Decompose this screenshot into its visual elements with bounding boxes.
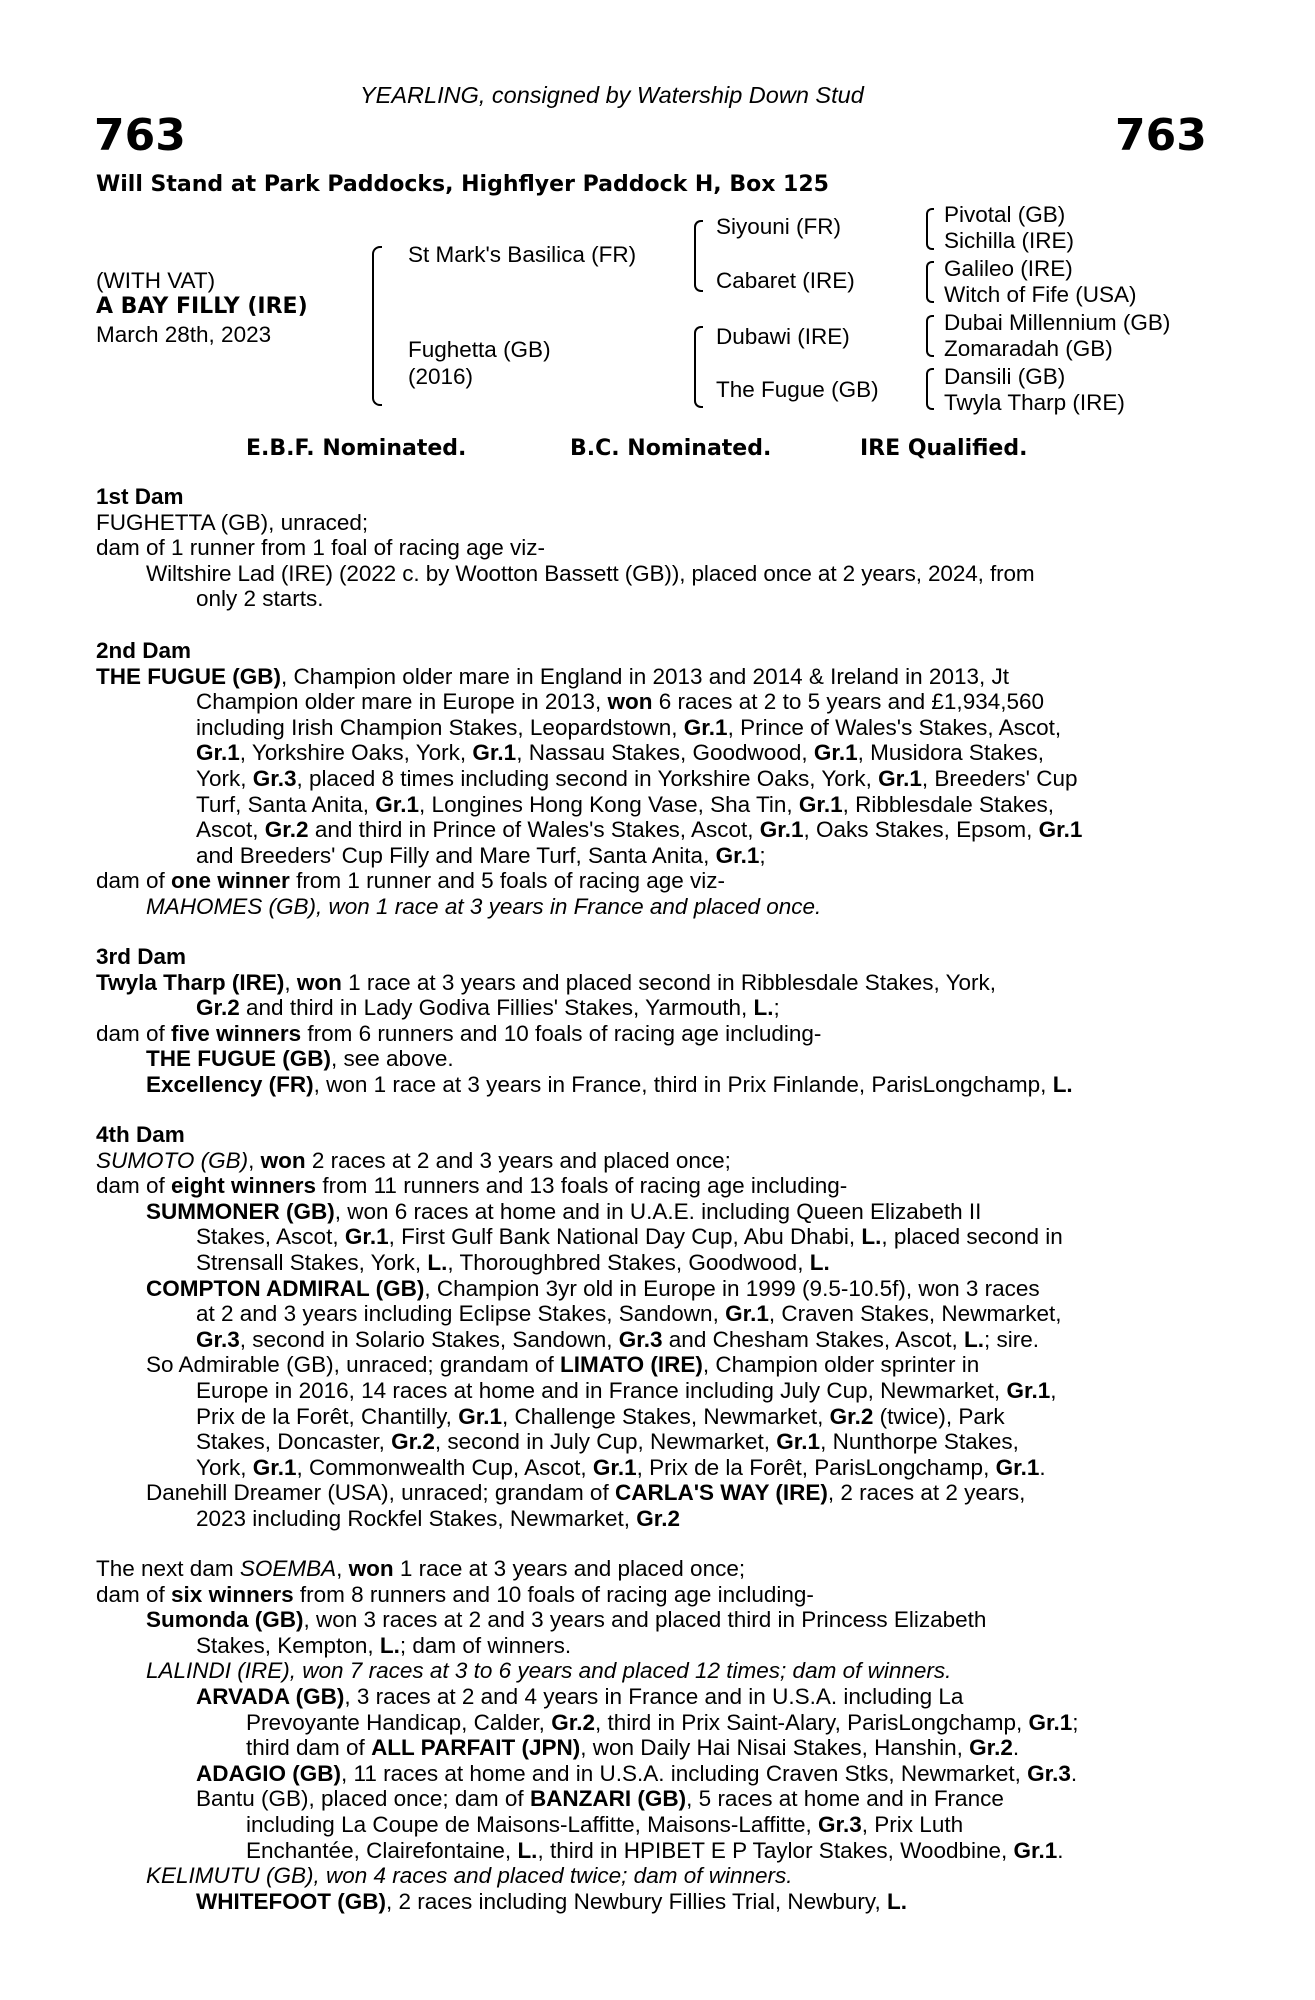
grade-label: Gr.1	[1013, 1837, 1058, 1863]
dam: Fughetta (GB)	[408, 337, 551, 362]
nomination-ire: IRE Qualified.	[860, 436, 1028, 461]
sire-dam: Cabaret (IRE)	[716, 268, 855, 293]
text-fragment: Stakes, Doncaster,	[196, 1429, 392, 1455]
g4-4: Witch of Fife (USA)	[944, 282, 1137, 307]
third-dam-section	[96, 944, 1204, 1098]
second-dam-section	[96, 638, 1204, 920]
text-line	[96, 1786, 1204, 1812]
text-fragment: , Commonwealth Cup, Ascot,	[296, 1454, 593, 1480]
text-fragment: , Ribblesdale Stakes,	[842, 791, 1055, 817]
text-line	[96, 995, 1204, 1021]
section-heading: 2nd Dam	[96, 638, 192, 663]
grade-label: L.	[886, 1888, 907, 1914]
text-line	[96, 1812, 1204, 1838]
text-line	[96, 1556, 1204, 1582]
horse-ref: Excellency (FR)	[146, 1071, 314, 1097]
text-fragment: including Irish Champion Stakes, Leopardstown,	[196, 714, 684, 740]
text-fragment: , won 3 races at 2 and 3 years and placed third in Princess Elizabeth	[303, 1607, 987, 1633]
text-fragment: dam of	[96, 1173, 172, 1199]
text-fragment: , see above.	[331, 1046, 454, 1072]
grade-label: Gr.2	[829, 1403, 874, 1429]
text-fragment: , Champion older sprinter in	[702, 1352, 980, 1378]
dam-dam: The Fugue (GB)	[716, 377, 879, 402]
grade-label: Gr.1	[472, 740, 517, 766]
text-fragment: 1 race at 3 years and placed once;	[393, 1556, 746, 1581]
horse-ref: CARLA'S WAY (IRE)	[614, 1480, 828, 1506]
text-fragment: 2 races at 2 and 3 years and placed once;	[305, 1147, 731, 1173]
text-fragment: , Thoroughbred Stakes, Goodwood,	[447, 1249, 810, 1275]
text-line	[96, 1607, 1204, 1633]
grade-label: L.	[1052, 1071, 1073, 1097]
nomination-ebf: E.B.F. Nominated.	[246, 436, 467, 461]
text-line: FUGHETTA (GB), unraced;	[96, 509, 369, 535]
grade-label: L.	[753, 995, 774, 1021]
text-line	[96, 715, 1204, 741]
g4-6: Zomaradah (GB)	[944, 336, 1113, 361]
text-line	[96, 1889, 1204, 1915]
grade-label: Gr.1	[1028, 1709, 1073, 1735]
winners-count: five winners	[171, 1020, 302, 1046]
horse-ref: BANZARI (GB)	[529, 1786, 687, 1812]
g4-brace-2	[926, 261, 934, 303]
text-fragment: .	[1070, 1760, 1078, 1786]
won-label: won	[348, 1556, 394, 1581]
sire: St Mark's Basilica (FR)	[408, 242, 637, 267]
text-fragment: dam of	[96, 868, 172, 894]
text-fragment: , third in HPIBET E P Taylor Stakes, Woodbine,	[537, 1837, 1014, 1863]
grade-label: Gr.1	[995, 1454, 1040, 1480]
text-line	[96, 1199, 1204, 1225]
grade-label: Gr.1	[592, 1454, 637, 1480]
text-fragment: , Prince of Wales's Stakes, Ascot,	[727, 714, 1062, 740]
text-fragment: , second in July Cup, Newmarket,	[434, 1429, 777, 1455]
text-fragment: Europe in 2016, 14 races at home and in France including July Cup, Newmarket,	[196, 1377, 1007, 1403]
text-fragment: , won Daily Hai Nisai Stakes, Hanshin,	[580, 1735, 970, 1761]
g4-brace-3	[926, 315, 934, 357]
grade-label: Gr.1	[252, 1454, 297, 1480]
text-line	[96, 1480, 1204, 1506]
text-fragment: 2023 including Rockfel Stakes, Newmarket,	[196, 1505, 637, 1531]
g4-5: Dubai Millennium (GB)	[944, 310, 1171, 335]
g4-8: Twyla Tharp (IRE)	[944, 390, 1125, 415]
horse-ref: SUMMONER (GB)	[146, 1198, 335, 1224]
text-fragment: and third in Lady Godiva Fillies' Stakes, Yarmouth,	[239, 995, 754, 1021]
first-dam-section	[96, 484, 1204, 612]
horse-dob: March 28th, 2023	[96, 322, 272, 347]
winners-count: six winners	[171, 1581, 294, 1607]
section-heading: 3rd Dam	[96, 944, 187, 969]
grade-label: Gr.3	[818, 1811, 862, 1837]
grade-label: Gr.2	[636, 1505, 680, 1531]
text-line	[96, 1684, 1204, 1710]
horse-name: A BAY FILLY (IRE)	[96, 294, 308, 319]
grade-label: Gr.2	[391, 1429, 435, 1455]
text-line	[96, 766, 1204, 792]
text-line	[96, 1506, 1204, 1532]
grade-label: Gr.3	[196, 1326, 240, 1352]
text-fragment: , 2 races including Newbury Fillies Trial, Newbury,	[385, 1888, 887, 1914]
text-fragment: Strensall Stakes, York,	[196, 1249, 428, 1275]
text-fragment: Bantu (GB), placed once; dam of	[196, 1786, 530, 1812]
dam-sire: Dubawi (IRE)	[716, 324, 850, 349]
grade-label: Gr.1	[375, 791, 420, 817]
text-fragment: , First Gulf Bank National Day Cup, Abu Dhabi,	[388, 1224, 862, 1250]
text-fragment: , Prix Luth	[861, 1811, 964, 1837]
horse-ref: ALL PARFAIT (JPN)	[371, 1735, 581, 1761]
text-fragment: Prevoyante Handicap, Calder,	[246, 1709, 552, 1735]
lot-number-left: 763	[94, 110, 186, 161]
text-fragment: York,	[196, 765, 253, 791]
text-fragment: , Challenge Stakes, Newmarket,	[501, 1403, 830, 1429]
text-line	[96, 740, 1204, 766]
fourth-dam-section	[96, 1122, 1204, 1532]
horse-ref: SUMOTO (GB)	[96, 1147, 249, 1173]
text-fragment: from 6 runners and 10 foals of racing age including-	[301, 1020, 822, 1046]
text-line	[96, 1455, 1204, 1481]
text-line	[96, 970, 1204, 996]
grade-label: Gr.1	[683, 714, 728, 740]
won-label: won	[607, 689, 653, 715]
text-fragment: dam of	[96, 1020, 172, 1046]
text-fragment: , second in Solario Stakes, Sandown,	[239, 1326, 619, 1352]
text-fragment: Stakes, Ascot,	[196, 1224, 345, 1250]
g4-1: Pivotal (GB)	[944, 202, 1066, 227]
text-line	[96, 689, 1204, 715]
text-line	[96, 1327, 1204, 1353]
text-fragment: ;	[773, 995, 780, 1021]
text-fragment: .	[1012, 1735, 1020, 1761]
grade-label: Gr.2	[196, 995, 240, 1021]
text-fragment: , 11 races at home and in U.S.A. including Craven Stks, Newmarket,	[341, 1760, 1028, 1786]
text-fragment: third dam of	[246, 1735, 372, 1761]
text-line	[96, 664, 1204, 690]
text-fragment: , Longines Hong Kong Vase, Sha Tin,	[419, 791, 799, 817]
text-fragment: Champion older mare in Europe in 2013,	[196, 689, 608, 715]
grade-label: Gr.1	[878, 765, 922, 791]
grade-label: Gr.1	[759, 817, 804, 843]
grade-label: Gr.3	[1027, 1760, 1071, 1786]
text-fragment: Prix de la Forêt, Chantilly,	[196, 1403, 459, 1429]
text-fragment: ;	[759, 842, 766, 868]
grade-label: Gr.1	[798, 791, 843, 817]
text-line	[96, 1276, 1204, 1302]
grade-label: Gr.3	[618, 1326, 663, 1352]
horse-ref: THE FUGUE (GB)	[146, 1046, 331, 1072]
text-fragment: and Breeders' Cup Filly and Mare Turf, Santa Anita,	[196, 842, 716, 868]
text-fragment: Turf, Santa Anita,	[196, 791, 376, 817]
text-line: KELIMUTU (GB), won 4 races and placed twice; dam of winners.	[146, 1863, 793, 1889]
text-line: LALINDI (IRE), won 7 races at 3 to 6 years and placed 12 times; dam of winners.	[146, 1658, 952, 1684]
text-fragment: , third in Prix Saint-Alary, ParisLongchamp,	[594, 1709, 1029, 1735]
text-fragment: from 1 runner and 5 foals of racing age viz-	[289, 868, 726, 894]
text-line	[96, 1838, 1204, 1864]
grade-label: Gr.1	[813, 740, 858, 766]
text-fragment: ;	[1072, 1709, 1079, 1735]
next-dam-section	[96, 1556, 1204, 1914]
text-fragment: from 8 runners and 10 foals of racing age including-	[293, 1581, 814, 1607]
text-fragment: , Champion 3yr old in Europe in 1999 (9.5-10.5f), won 3 races	[424, 1275, 1040, 1301]
text-line	[96, 1633, 1204, 1659]
dam-year: (2016)	[408, 364, 474, 389]
grade-label: L.	[809, 1249, 830, 1275]
grade-label: Gr.1	[725, 1301, 769, 1327]
nomination-bc: B.C. Nominated.	[570, 436, 772, 461]
text-fragment: So Admirable (GB), unraced; grandam of	[146, 1352, 560, 1378]
text-fragment: , Nunthorpe Stakes,	[820, 1429, 1019, 1455]
text-line	[96, 1735, 1204, 1761]
section-heading: 4th Dam	[96, 1122, 185, 1147]
text-line	[96, 1352, 1204, 1378]
text-fragment: York,	[196, 1454, 253, 1480]
consignment-line: YEARLING, consigned by Watership Down Stud	[360, 82, 864, 108]
text-line	[96, 1710, 1204, 1736]
text-line	[96, 1429, 1204, 1455]
text-line	[96, 1072, 1204, 1098]
grade-label: Gr.2	[969, 1735, 1013, 1761]
text-fragment: , Nassau Stakes, Goodwood,	[516, 740, 814, 766]
g4-7: Dansili (GB)	[944, 364, 1066, 389]
horse-ref: WHITEFOOT (GB)	[196, 1888, 386, 1914]
text-fragment: and third in Prince of Wales's Stakes, Ascot,	[308, 817, 760, 843]
lot-number-right: 763	[1115, 110, 1207, 161]
dam-brace	[694, 326, 703, 408]
sire-sire: Siyouni (FR)	[716, 214, 842, 239]
text-fragment: ,	[336, 1556, 349, 1581]
text-line: Wiltshire Lad (IRE) (2022 c. by Wootton Bassett (GB)), placed once at 2 years, 2024, from	[146, 560, 1035, 586]
text-line	[96, 817, 1204, 843]
text-fragment: , Prix de la Forêt, ParisLongchamp,	[636, 1454, 996, 1480]
text-line	[96, 1046, 1204, 1072]
won-label: won	[296, 969, 342, 995]
grade-label: L.	[379, 1632, 400, 1658]
horse-ref: THE FUGUE (GB)	[96, 663, 281, 689]
g4-brace-1	[926, 208, 934, 250]
text-fragment: ,	[284, 969, 297, 995]
text-fragment: Danehill Dreamer (USA), unraced; grandam of	[146, 1480, 615, 1506]
text-line	[96, 1301, 1204, 1327]
winners-count: one winner	[171, 868, 290, 894]
horse-ref: SOEMBA	[239, 1556, 337, 1581]
text-fragment: The next dam	[96, 1556, 240, 1581]
text-fragment: ; sire.	[983, 1326, 1039, 1352]
grade-label: Gr.1	[344, 1224, 389, 1250]
text-fragment: , Oaks Stakes, Epsom,	[803, 817, 1039, 843]
text-fragment: .	[1057, 1837, 1064, 1863]
text-fragment: , won 1 race at 3 years in France, third in Prix Finlande, ParisLongchamp,	[313, 1071, 1053, 1097]
grade-label: L.	[861, 1224, 882, 1250]
text-fragment: ,	[248, 1147, 261, 1173]
grade-label: Gr.2	[551, 1709, 595, 1735]
text-fragment: and Chesham Stakes, Ascot,	[662, 1326, 964, 1352]
grade-label: Gr.1	[776, 1429, 821, 1455]
grade-label: Gr.1	[458, 1403, 502, 1429]
grade-label: Gr.2	[264, 817, 309, 843]
text-fragment: , 3 races at 2 and 4 years in France and in U.S.A. including La	[344, 1683, 964, 1709]
text-fragment: 6 races at 2 to 5 years and £1,934,560	[652, 689, 1045, 715]
grade-label: Gr.3	[252, 765, 297, 791]
text-fragment: ,	[1050, 1377, 1057, 1403]
text-fragment: ; dam of winners.	[399, 1632, 572, 1658]
main-brace	[372, 246, 382, 406]
grade-label: Gr.1	[1038, 817, 1083, 843]
text-fragment: dam of	[96, 1581, 172, 1607]
text-fragment: 1 race at 3 years and placed second in Ribblesdale Stakes, York,	[341, 969, 997, 995]
text-line: MAHOMES (GB), won 1 race at 3 years in France and placed once.	[146, 893, 822, 919]
g4-2: Sichilla (IRE)	[944, 228, 1075, 253]
text-fragment: , Yorkshire Oaks, York,	[239, 740, 473, 766]
text-line	[96, 1378, 1204, 1404]
text-fragment: , Musidora Stakes,	[857, 740, 1044, 766]
text-fragment: , 5 races at home and in France	[686, 1786, 1004, 1812]
text-line	[96, 1404, 1204, 1430]
winners-count: eight winners	[171, 1173, 317, 1199]
text-fragment: , placed second in	[881, 1224, 1063, 1250]
text-line	[96, 1173, 1204, 1199]
grade-label: L.	[517, 1837, 538, 1863]
grade-label: L.	[963, 1326, 984, 1352]
text-fragment: , Craven Stakes, Newmarket,	[768, 1301, 1062, 1327]
grade-label: Gr.1	[715, 842, 760, 868]
g4-brace-4	[926, 368, 934, 410]
text-fragment: , won 6 races at home and in U.A.E. including Queen Elizabeth II	[334, 1198, 982, 1224]
text-line	[96, 1250, 1204, 1276]
text-line	[96, 1021, 1204, 1047]
section-heading: 1st Dam	[96, 484, 184, 509]
grade-label: L.	[427, 1249, 448, 1275]
text-line	[96, 1148, 1204, 1174]
text-line: only 2 starts.	[196, 586, 324, 612]
text-fragment: , placed 8 times including second in Yorkshire Oaks, York,	[296, 765, 879, 791]
text-fragment: Enchantée, Clairefontaine,	[246, 1837, 518, 1863]
g4-3: Galileo (IRE)	[944, 256, 1073, 281]
text-line: dam of 1 runner from 1 foal of racing age viz-	[96, 535, 545, 561]
won-label: won	[260, 1147, 306, 1173]
text-line	[96, 1761, 1204, 1787]
text-fragment: , 2 races at 2 years,	[827, 1480, 1026, 1506]
vat-label: (WITH VAT)	[96, 268, 216, 293]
horse-ref: COMPTON ADMIRAL (GB)	[146, 1275, 425, 1301]
sire-brace	[694, 220, 703, 292]
horse-ref: ADAGIO (GB)	[196, 1760, 341, 1786]
text-fragment: , Champion older mare in England in 2013 and 2014 & Ireland in 2013, Jt	[281, 663, 1009, 689]
text-fragment: Ascot,	[196, 817, 265, 843]
text-line	[96, 868, 1204, 894]
text-fragment: from 11 runners and 13 foals of racing age including-	[316, 1173, 848, 1199]
grade-label: Gr.1	[1006, 1377, 1051, 1403]
text-line	[96, 1582, 1204, 1608]
location-line: Will Stand at Park Paddocks, Highflyer Paddock H, Box 125	[96, 172, 829, 197]
text-fragment: Stakes, Kempton,	[196, 1632, 380, 1658]
horse-ref: Sumonda (GB)	[146, 1607, 304, 1633]
text-fragment: , Breeders' Cup	[921, 765, 1078, 791]
text-line	[96, 1224, 1204, 1250]
horse-ref: Twyla Tharp (IRE)	[96, 969, 285, 995]
horse-ref: ARVADA (GB)	[196, 1683, 345, 1709]
text-fragment: .	[1039, 1454, 1046, 1480]
text-fragment: including La Coupe de Maisons-Laffitte, Maisons-Laffitte,	[246, 1811, 819, 1837]
text-fragment: at 2 and 3 years including Eclipse Stakes, Sandown,	[196, 1301, 726, 1327]
text-line	[96, 843, 1204, 869]
text-fragment: (twice), Park	[873, 1403, 1005, 1429]
grade-label: Gr.1	[196, 740, 240, 766]
horse-ref: LIMATO (IRE)	[559, 1352, 703, 1378]
text-line	[96, 792, 1204, 818]
